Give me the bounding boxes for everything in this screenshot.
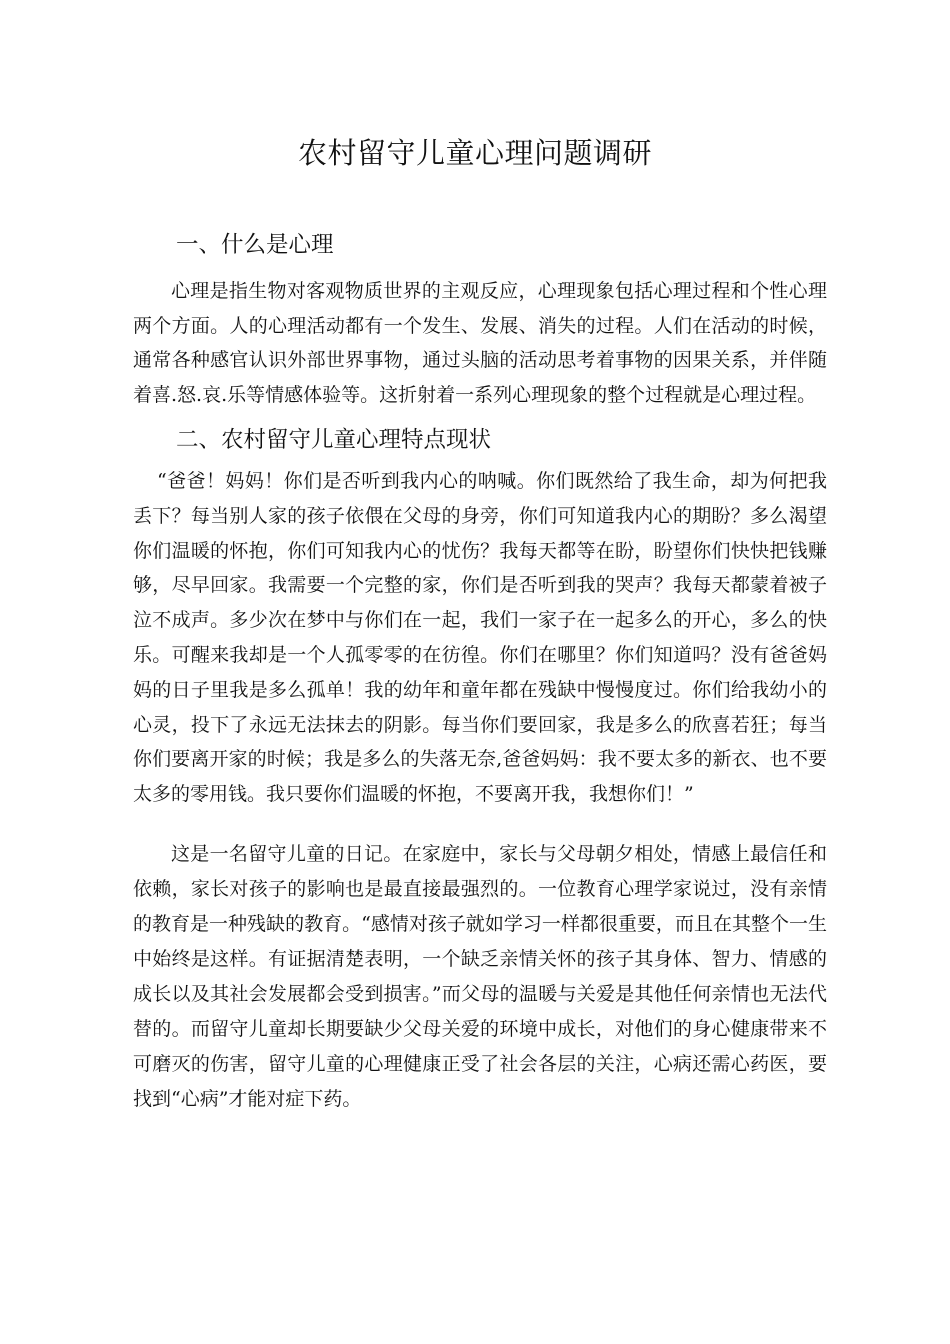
section-paragraph-psychology-definition: 心理是指生物对客观物质世界的主观反应，心理现象包括心理过程和个性心理两个方面。人的心理活动都有一个发生、发展、消失的过程。人们在活动的时候，通常各种感官认识外部世界事物，通过头脑的活动思考着事物的因果关系，并伴随着喜.怒.哀.乐等情感体验等。这折射着一系列心理现象的整个过程就是心理过程。 [133, 280, 827, 406]
diary-quote-paragraph: “爸爸！妈妈！你们是否听到我内心的呐喊。你们既然给了我生命，却为何把我丢下？每当别人家的孩子依偎在父母的身旁，你们可知道我内心的期盼？多么渴望你们温暖的怀抱，你们可知我内心的忧伤？我每天都等在盼，盼望你们快快把钱赚够，尽早回家。我需要一个完整的家，你们是否听到我的哭声？我每天都蒙着被子泣不成声。多少次在梦中与你们在一起，我们一家子在一起多么的开心，多么的快乐。可醒来我却是一个人孤零零的在彷徨。你们在哪里？你们知道吗？没有爸爸妈妈的日子里我是多么孤单！我的幼年和童年都在残缺中慢慢度过。你们给我幼小的心灵，投下了永远无法抹去的阴影。每当你们要回家，我是多么的欣喜若狂；每当你们要离开家的时候；我是多么的失落无奈,爸爸妈妈：我不要太多的新衣、也不要太多的零用钱。我只要你们温暖的怀抱，不要离开我，我想你们！” [133, 470, 827, 806]
document-title: 农村留守儿童心理问题调研 [297, 136, 652, 170]
section-heading-left-behind-children: 二、农村留守儿童心理特点现状 [176, 427, 492, 453]
analysis-paragraph: 这是一名留守儿童的日记。在家庭中，家长与父母朝夕相处，情感上最信任和依赖，家长对孩子的影响也是最直接最强烈的。一位教育心理学家说过，没有亲情的教育是一种残缺的教育。“感情对孩子就如学习一样都很重要，而且在其整个一生中始终是这样。有证据清楚表明，一个缺乏亲情关怀的孩子其身体、智力、情感的成长以及其社会发展都会受到损害。”而父母的温暖与关爱是其他任何亲情也无法代替的。而留守儿童却长期要缺少父母关爱的环境中成长，对他们的身心健康带来不可磨灭的伤害，留守儿童的心理健康正受了社会各层的关注，心病还需心药医，要找到“心病”才能对症下药。 [133, 843, 827, 1110]
section-heading-what-is-psychology: 一、什么是心理 [176, 232, 334, 258]
